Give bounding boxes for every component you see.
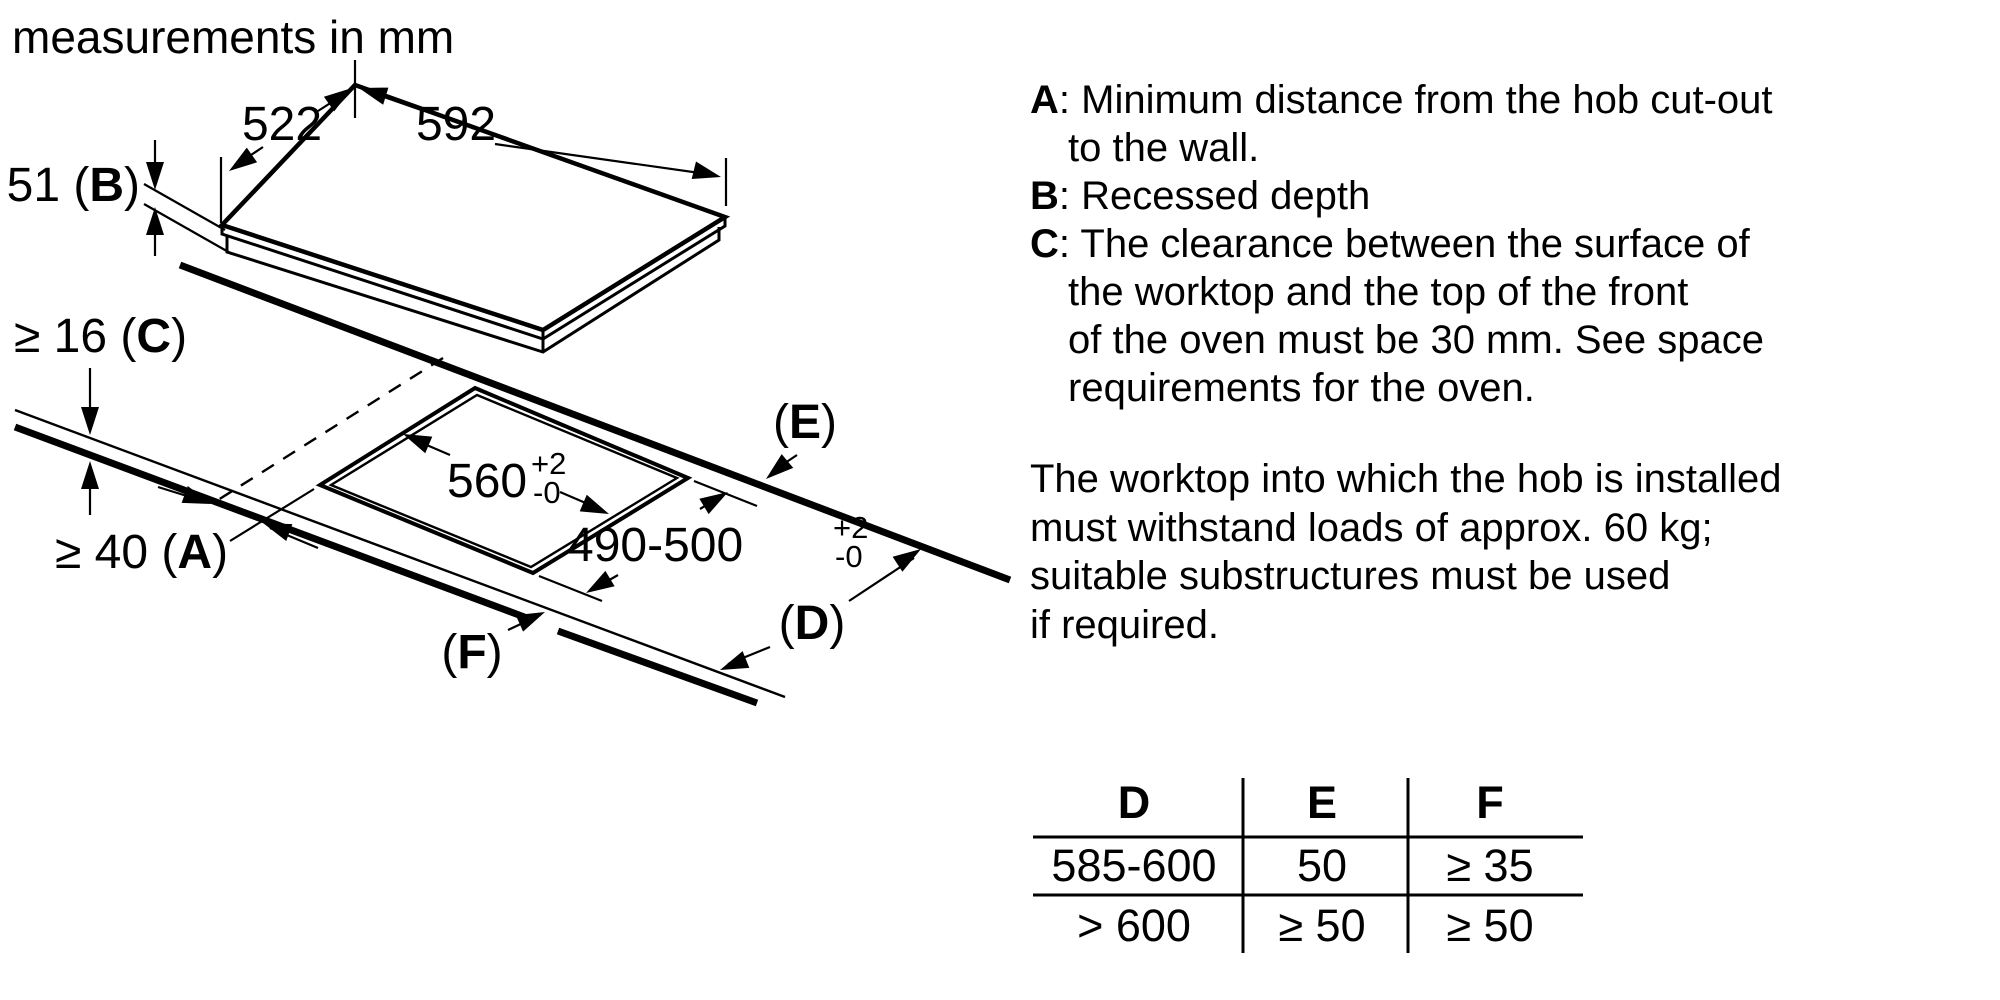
- callout-E: [760, 396, 837, 486]
- dimension-560: [399, 426, 612, 523]
- table-cell: 585-600: [1051, 840, 1217, 891]
- hob-glass-thickness: [222, 217, 725, 339]
- table-cell: ≥ 50: [1278, 900, 1366, 951]
- dim-560-label: 560: [447, 455, 528, 508]
- legend-line: C: The clearance between the surface of: [1030, 222, 1750, 266]
- note-line: must withstand loads of approx. 60 kg;: [1030, 505, 1713, 550]
- dim-C-label: ≥ 16 (C): [14, 310, 188, 363]
- legend-line: to the wall.: [1068, 126, 1260, 170]
- table-cell: 50: [1296, 840, 1348, 891]
- dim-560-tol-minus: -0: [533, 475, 561, 510]
- dimension-A: [55, 486, 318, 579]
- table-cell: ≥ 35: [1446, 840, 1534, 891]
- def-table: [1033, 777, 1583, 953]
- dim-490-500-tol-minus: -0: [835, 539, 863, 574]
- dim-A-label: ≥ 40 (A): [55, 526, 229, 579]
- dimension-522: [224, 81, 357, 179]
- dimension-490-500: [567, 484, 868, 600]
- legend-line: A: Minimum distance from the hob cut-out: [1030, 78, 1773, 122]
- dim-490-500-label: 490-500: [567, 519, 744, 572]
- callout-F: [441, 604, 548, 679]
- dimension-51-B: [7, 140, 232, 256]
- label-F: (F): [441, 626, 503, 679]
- table-header-E: E: [1306, 777, 1338, 828]
- dim-560-tol-plus: +2: [531, 446, 567, 481]
- note-line: suitable substructures must be used: [1030, 554, 1671, 598]
- note-line: if required.: [1030, 602, 1219, 647]
- legend-abc: [1030, 76, 1773, 412]
- table-cell: ≥ 50: [1446, 900, 1534, 951]
- hob-recessed-lip: [227, 227, 719, 352]
- worktop-load-note: [1030, 455, 1782, 649]
- label-D: (D): [778, 597, 846, 650]
- legend-line: requirements for the oven.: [1068, 366, 1535, 410]
- legend-line: of the oven must be 30 mm. See space: [1068, 318, 1764, 362]
- dim-490-500-tol-plus: +2: [833, 510, 869, 545]
- dim-51B-label: 51 (B): [6, 159, 140, 212]
- callout-D: [717, 541, 926, 678]
- dim-592-label: 592: [415, 98, 497, 151]
- page-title: measurements in mm: [12, 11, 455, 63]
- legend-line: B: Recessed depth: [1030, 174, 1371, 218]
- legend-line: the worktop and the top of the front: [1068, 270, 1689, 314]
- table-cell: > 600: [1077, 900, 1191, 951]
- dim-522-label: 522: [241, 98, 323, 151]
- label-E: (E): [773, 396, 837, 449]
- table-header-D: D: [1117, 777, 1151, 828]
- note-line: The worktop into which the hob is installed: [1030, 457, 1782, 501]
- dimension-592: [356, 79, 723, 185]
- table-header-F: F: [1476, 777, 1504, 828]
